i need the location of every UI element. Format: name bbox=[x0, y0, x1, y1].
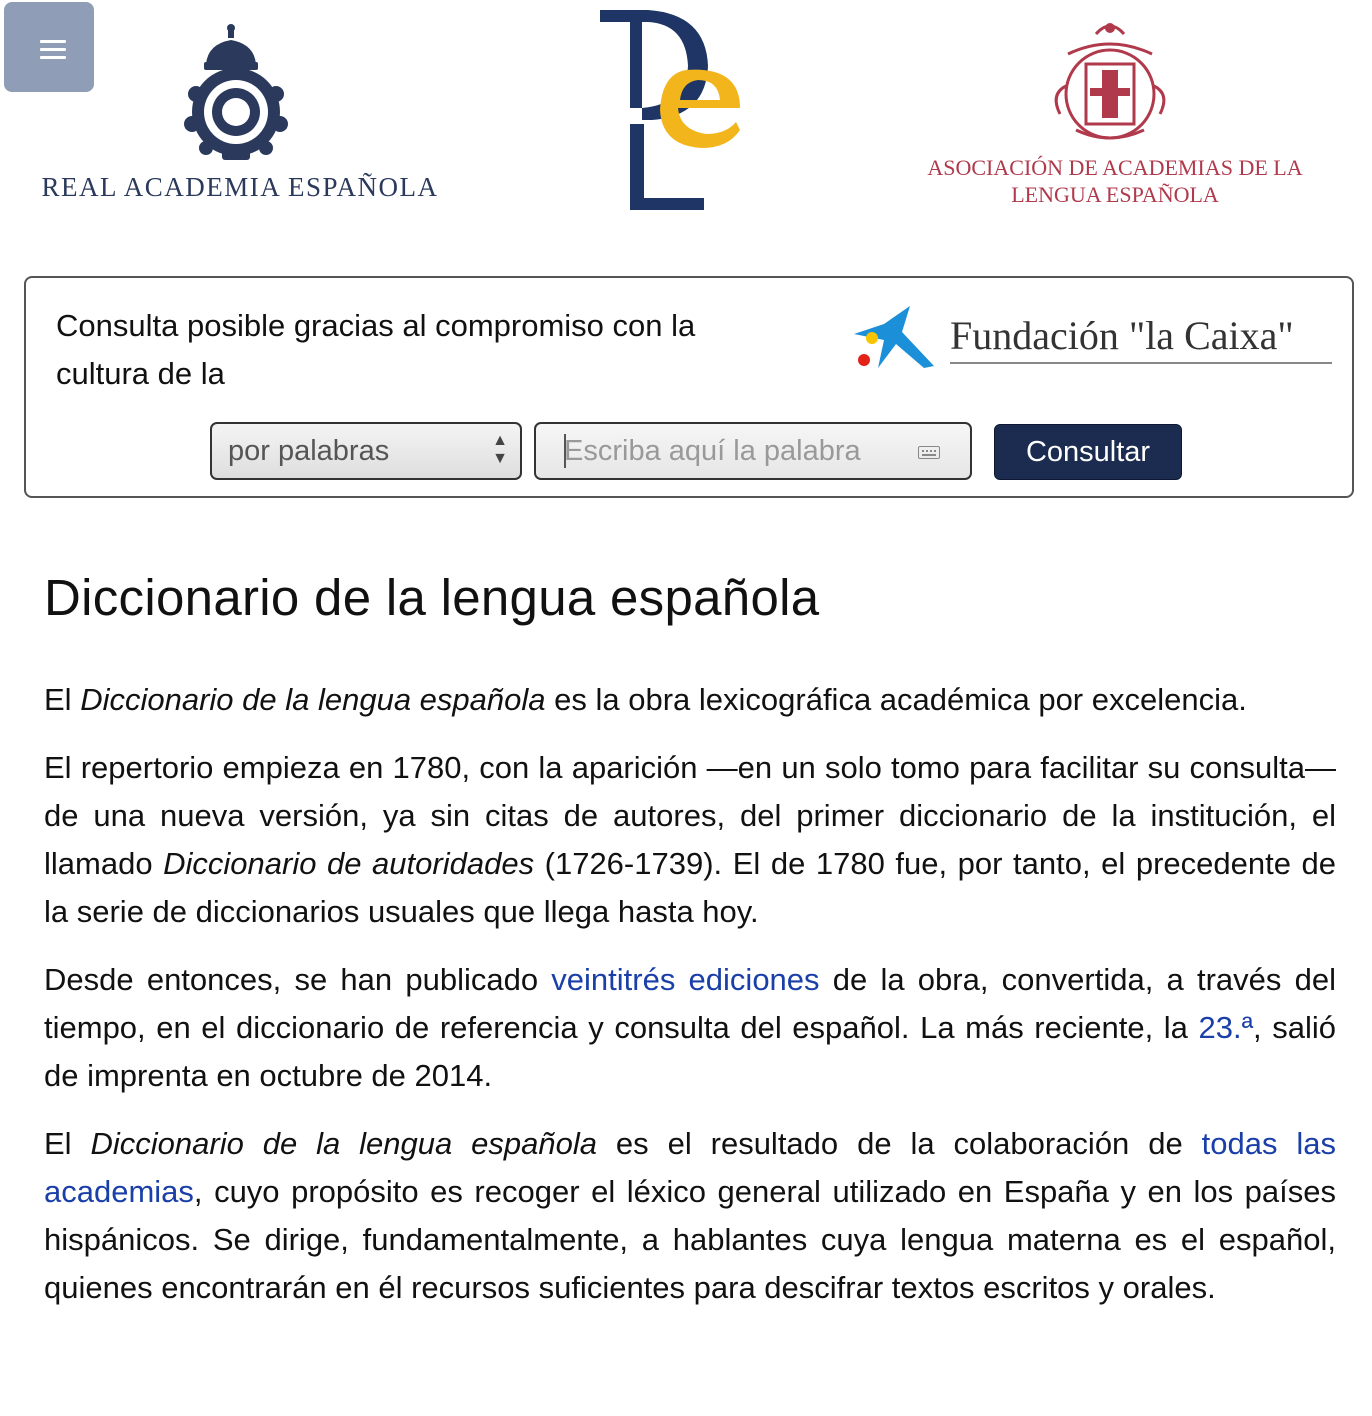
text: El bbox=[44, 1126, 91, 1161]
paragraph-2 bbox=[44, 744, 1336, 936]
paragraph-3 bbox=[44, 956, 1336, 1100]
text: de la obra, convertida, a través del tiempo, en el diccionario de referencia y consulta del español. La más reciente, la bbox=[44, 962, 1336, 1045]
text: es el resultado de la colaboración de bbox=[597, 1126, 1202, 1161]
text: El repertorio empieza en 1780, con la aparición —en un solo tomo para facilitar su consulta— de una nueva versión, ya sin citas de autores, del primer diccionario de la institución, el llamado bbox=[44, 750, 1336, 881]
asale-name-line1: ASOCIACIÓN DE ACADEMIAS DE LA bbox=[927, 155, 1303, 180]
consultar-button[interactable]: Consultar bbox=[994, 424, 1182, 480]
text-cursor bbox=[564, 434, 566, 468]
rae-logo[interactable] bbox=[30, 24, 450, 204]
italic-title: Diccionario de autoridades bbox=[163, 846, 535, 881]
asale-crest-icon bbox=[900, 14, 1330, 149]
sponsor-text: Consulta posible gracias al compromiso con la cultura de la bbox=[56, 308, 696, 391]
asale-name bbox=[900, 154, 1330, 208]
fundacion-la-caixa-logo[interactable] bbox=[850, 304, 1346, 376]
search-mode-value: por palabras bbox=[228, 435, 390, 467]
link-veintitres-ediciones[interactable]: veintitrés ediciones bbox=[551, 962, 820, 997]
keyboard-icon[interactable] bbox=[918, 446, 940, 459]
text: Desde entonces, se han publicado bbox=[44, 962, 552, 997]
text: El bbox=[44, 682, 81, 717]
select-arrows-icon: ▲ ▼ bbox=[492, 432, 508, 467]
article-body bbox=[44, 676, 1336, 1332]
asale-name-line2: LENGUA ESPAÑOLA bbox=[1011, 182, 1219, 207]
search-panel bbox=[24, 276, 1354, 498]
link-23-edicion[interactable]: 23.ª bbox=[1198, 1010, 1254, 1045]
paragraph-4 bbox=[44, 1120, 1336, 1312]
link-todas-las-academias[interactable]: todas las academias bbox=[44, 1126, 1336, 1209]
caixa-star-icon bbox=[850, 304, 940, 376]
text: es la obra lexicográfica académica por excelencia. bbox=[545, 682, 1247, 717]
asale-logo[interactable] bbox=[900, 14, 1330, 214]
page-title: Diccionario de la lengua española bbox=[44, 569, 820, 626]
dle-logo-icon bbox=[590, 4, 750, 214]
word-search-input[interactable] bbox=[534, 422, 972, 480]
italic-title: Diccionario de la lengua española bbox=[80, 682, 546, 717]
rae-crest-icon bbox=[30, 24, 450, 169]
text: , salió de imprenta en octubre de 2014. bbox=[44, 1010, 1336, 1093]
search-mode-select[interactable] bbox=[210, 422, 522, 480]
sponsor-name: Fundación "la Caixa" bbox=[950, 313, 1294, 358]
sponsor-underline bbox=[950, 362, 1332, 364]
text: (1726-1739). El de 1780 fue, por tanto, el precedente de la serie de diccionarios usuales que llega hasta hoy. bbox=[44, 846, 1336, 929]
dle-logo[interactable] bbox=[590, 4, 750, 214]
italic-title: Diccionario de la lengua española bbox=[90, 1126, 598, 1161]
rae-name: REAL ACADEMIA ESPAÑOLA bbox=[41, 172, 439, 202]
text: , cuyo propósito es recoger el léxico general utilizado en España y en los países hispánicos. Se dirige, fundamentalmente, a hablantes cuya lengua materna es el español, quienes encontrarán en él recursos suficientes para descifrar textos escritos y orales. bbox=[44, 1174, 1336, 1305]
paragraph-1 bbox=[44, 676, 1336, 724]
